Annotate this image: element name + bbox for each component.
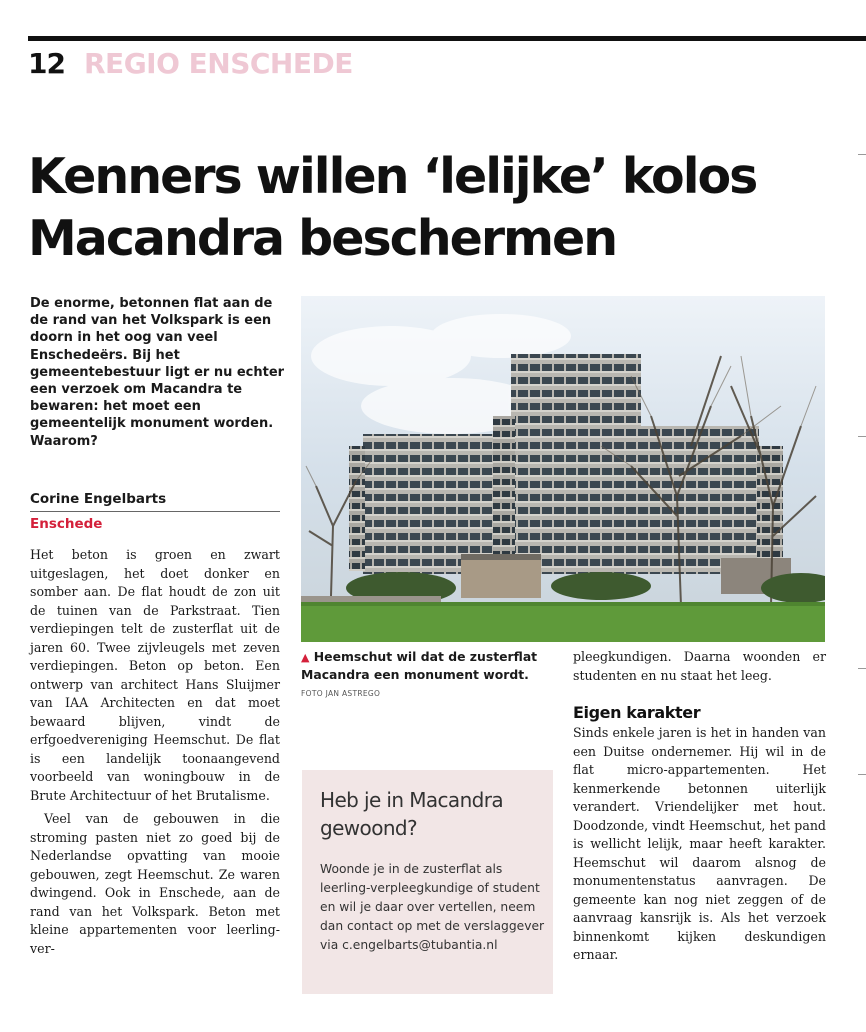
edge-mark [858, 436, 866, 437]
photo-caption [301, 648, 551, 702]
section-title: REGIO ENSCHEDE [84, 47, 353, 80]
body-column-1 [30, 546, 280, 958]
body-column-3-bottom [573, 724, 826, 965]
page-number: 12 [28, 47, 65, 80]
caption-triangle-icon: ▲ [301, 651, 310, 664]
edge-mark [858, 668, 866, 669]
body-paragraph-1: Het beton is groen en zwart uitgeslagen, het doet donker en somber aan. De flat houdt de zon uit de tuinen van de Parkstraat. Tien verdiepingen telt de zusterflat uit de jaren 60. Twee zijvleugels met zeven verdiepingen. Beton op beton. Een ontwerp van architect Hans Sluijmer van IAA Architecten en dat moet bewaard blijven, vindt de erfgoedvereniging Heemschut. De flat is een landelijk toonaangevend voorbeeld van woningbouw in de Brute Architectuur of het Brutalisme. [30, 547, 280, 803]
photo-credit: FOTO JAN ASTREGO [301, 689, 381, 698]
headline-line-1: Kenners willen ‘lelijke’ kolos [28, 148, 757, 205]
callout-box [302, 770, 553, 994]
building-photo [301, 296, 825, 642]
byline: Corine Engelbarts [30, 491, 167, 507]
body-paragraph-2: Veel van de gebouwen in die stroming pasten niet zo goed bij de Nederlandse opvatting van mooie gebouwen, zegt Heemschut. Ze waren dwingend. Ook in Enschede, aan de rand van het Volkspark. Beton met kleine appartementen voor leerling-ver- [30, 811, 280, 956]
body-column-3-top [573, 648, 826, 685]
headline-line-2: Macandra beschermen [28, 210, 617, 267]
callout-title: Heb je in Macandra gewoond? [320, 788, 504, 840]
byline-divider [30, 511, 280, 512]
dateline-location: Enschede [30, 516, 103, 532]
edge-mark [858, 154, 866, 155]
headline [28, 146, 858, 270]
callout-body: Woonde je in de zusterflat als leerling-verpleegkundige of student en wil je daar over vertellen, neem dan contact op met de verslaggever via c.engelbarts@tubantia.nl [320, 862, 545, 952]
top-rule [28, 36, 866, 41]
intro-text: De enorme, betonnen flat aan de de rand van het Volkspark is een doorn in het oog van veel Enschedeërs. Bij het gemeentebestuur ligt er nu echter een verzoek om Macandra te bewaren: het moet een gemeentelijk monument worden. Waarom? [30, 296, 285, 449]
body-paragraph-4: Sinds enkele jaren is het in handen van een Duitse ondernemer. Hij wil in de flat micro-appartementen. Het kenmerkende betonnen uiterlijk verandert. Vriendelijker met hout. Doodzonde, vindt Heemschut, het pand is wellicht lelijk, maar heeft karakter. Heemschut wil daarom alsnog de monumentenstatus aanvragen. De gemeente kan nog niet zeggen of de aanvraag kansrijk is. Als het verzoek binnenkomt kijken deskundigen ernaar. [573, 725, 826, 962]
edge-mark [858, 774, 866, 775]
subheading: Eigen karakter [573, 703, 701, 722]
caption-text: Heemschut wil dat de zusterflat Macandra een monument wordt. [301, 649, 538, 682]
body-paragraph-3: pleegkundigen. Daarna woonden er studenten en nu staat het leeg. [573, 649, 826, 683]
